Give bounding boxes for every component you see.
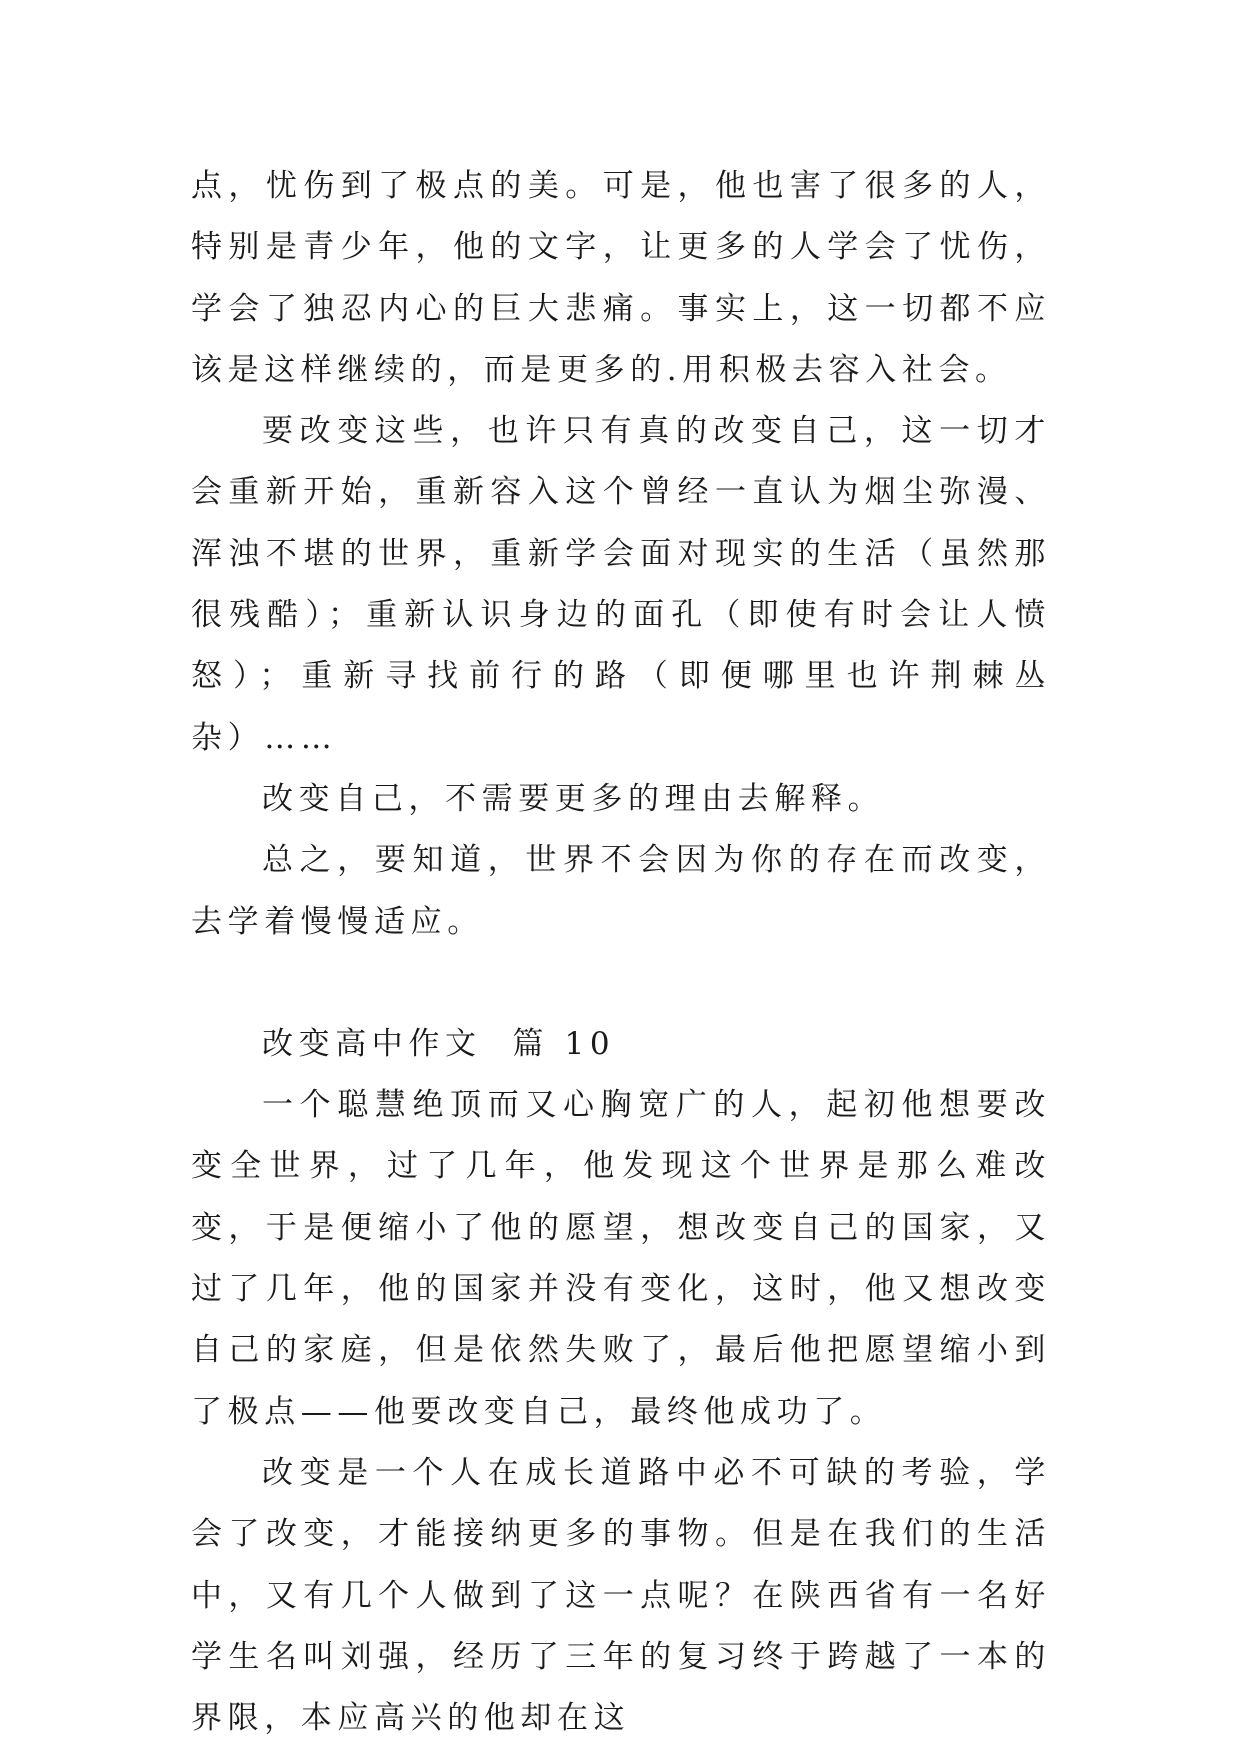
paragraph-6: 改变是一个人在成长道路中必不可缺的考验，学会了改变，才能接纳更多的事物。但是在我们的生活中，又有几个人做到了这一点呢？在陕西省有一名好学生名叫刘强，经历了三年的复习终于跨越了一本的界限，本应高兴的他却在这 [191, 1454, 1051, 1737]
paragraph-4: 总之，要知道，世界不会因为你的存在而改变，去学着慢慢适应。 [191, 842, 1051, 940]
section-spacer [191, 953, 1051, 1014]
text-column [191, 156, 1051, 1749]
paragraph-5: 一个聪慧绝顶而又心胸宽广的人，起初他想要改变全世界，过了几年，他发现这个世界是那么难改变，于是便缩小了他的愿望，想改变自己的国家，又过了几年，他的国家并没有变化，这时，他又想改变自己的家庭，但是依然失败了，最后他把愿望缩小到了极点——他要改变自己，最终他成功了。 [191, 1087, 1051, 1430]
paragraph-3: 改变自己，不需要更多的理由去解释。 [262, 780, 885, 817]
paragraph-1: 点，忧伤到了极点的美。可是，他也害了很多的人，特别是青少年，他的文字，让更多的人学会了忧伤，学会了独忍内心的巨大悲痛。事实上，这一切都不应该是这样继续的，而是更多的.用积极去容入社会。 [191, 168, 1051, 388]
section-heading: 改变高中作文 篇 10 [262, 1025, 616, 1062]
paragraph-2: 要改变这些，也许只有真的改变自己，这一切才会重新开始，重新容入这个曾经一直认为烟尘弥漫、浑浊不堪的世界，重新学会面对现实的生活（虽然那很残酷）；重新认识身边的面孔（即使有时会让人愤怒）；重新寻找前行的路（即便哪里也许荆棘丛杂）…… [191, 413, 1051, 756]
